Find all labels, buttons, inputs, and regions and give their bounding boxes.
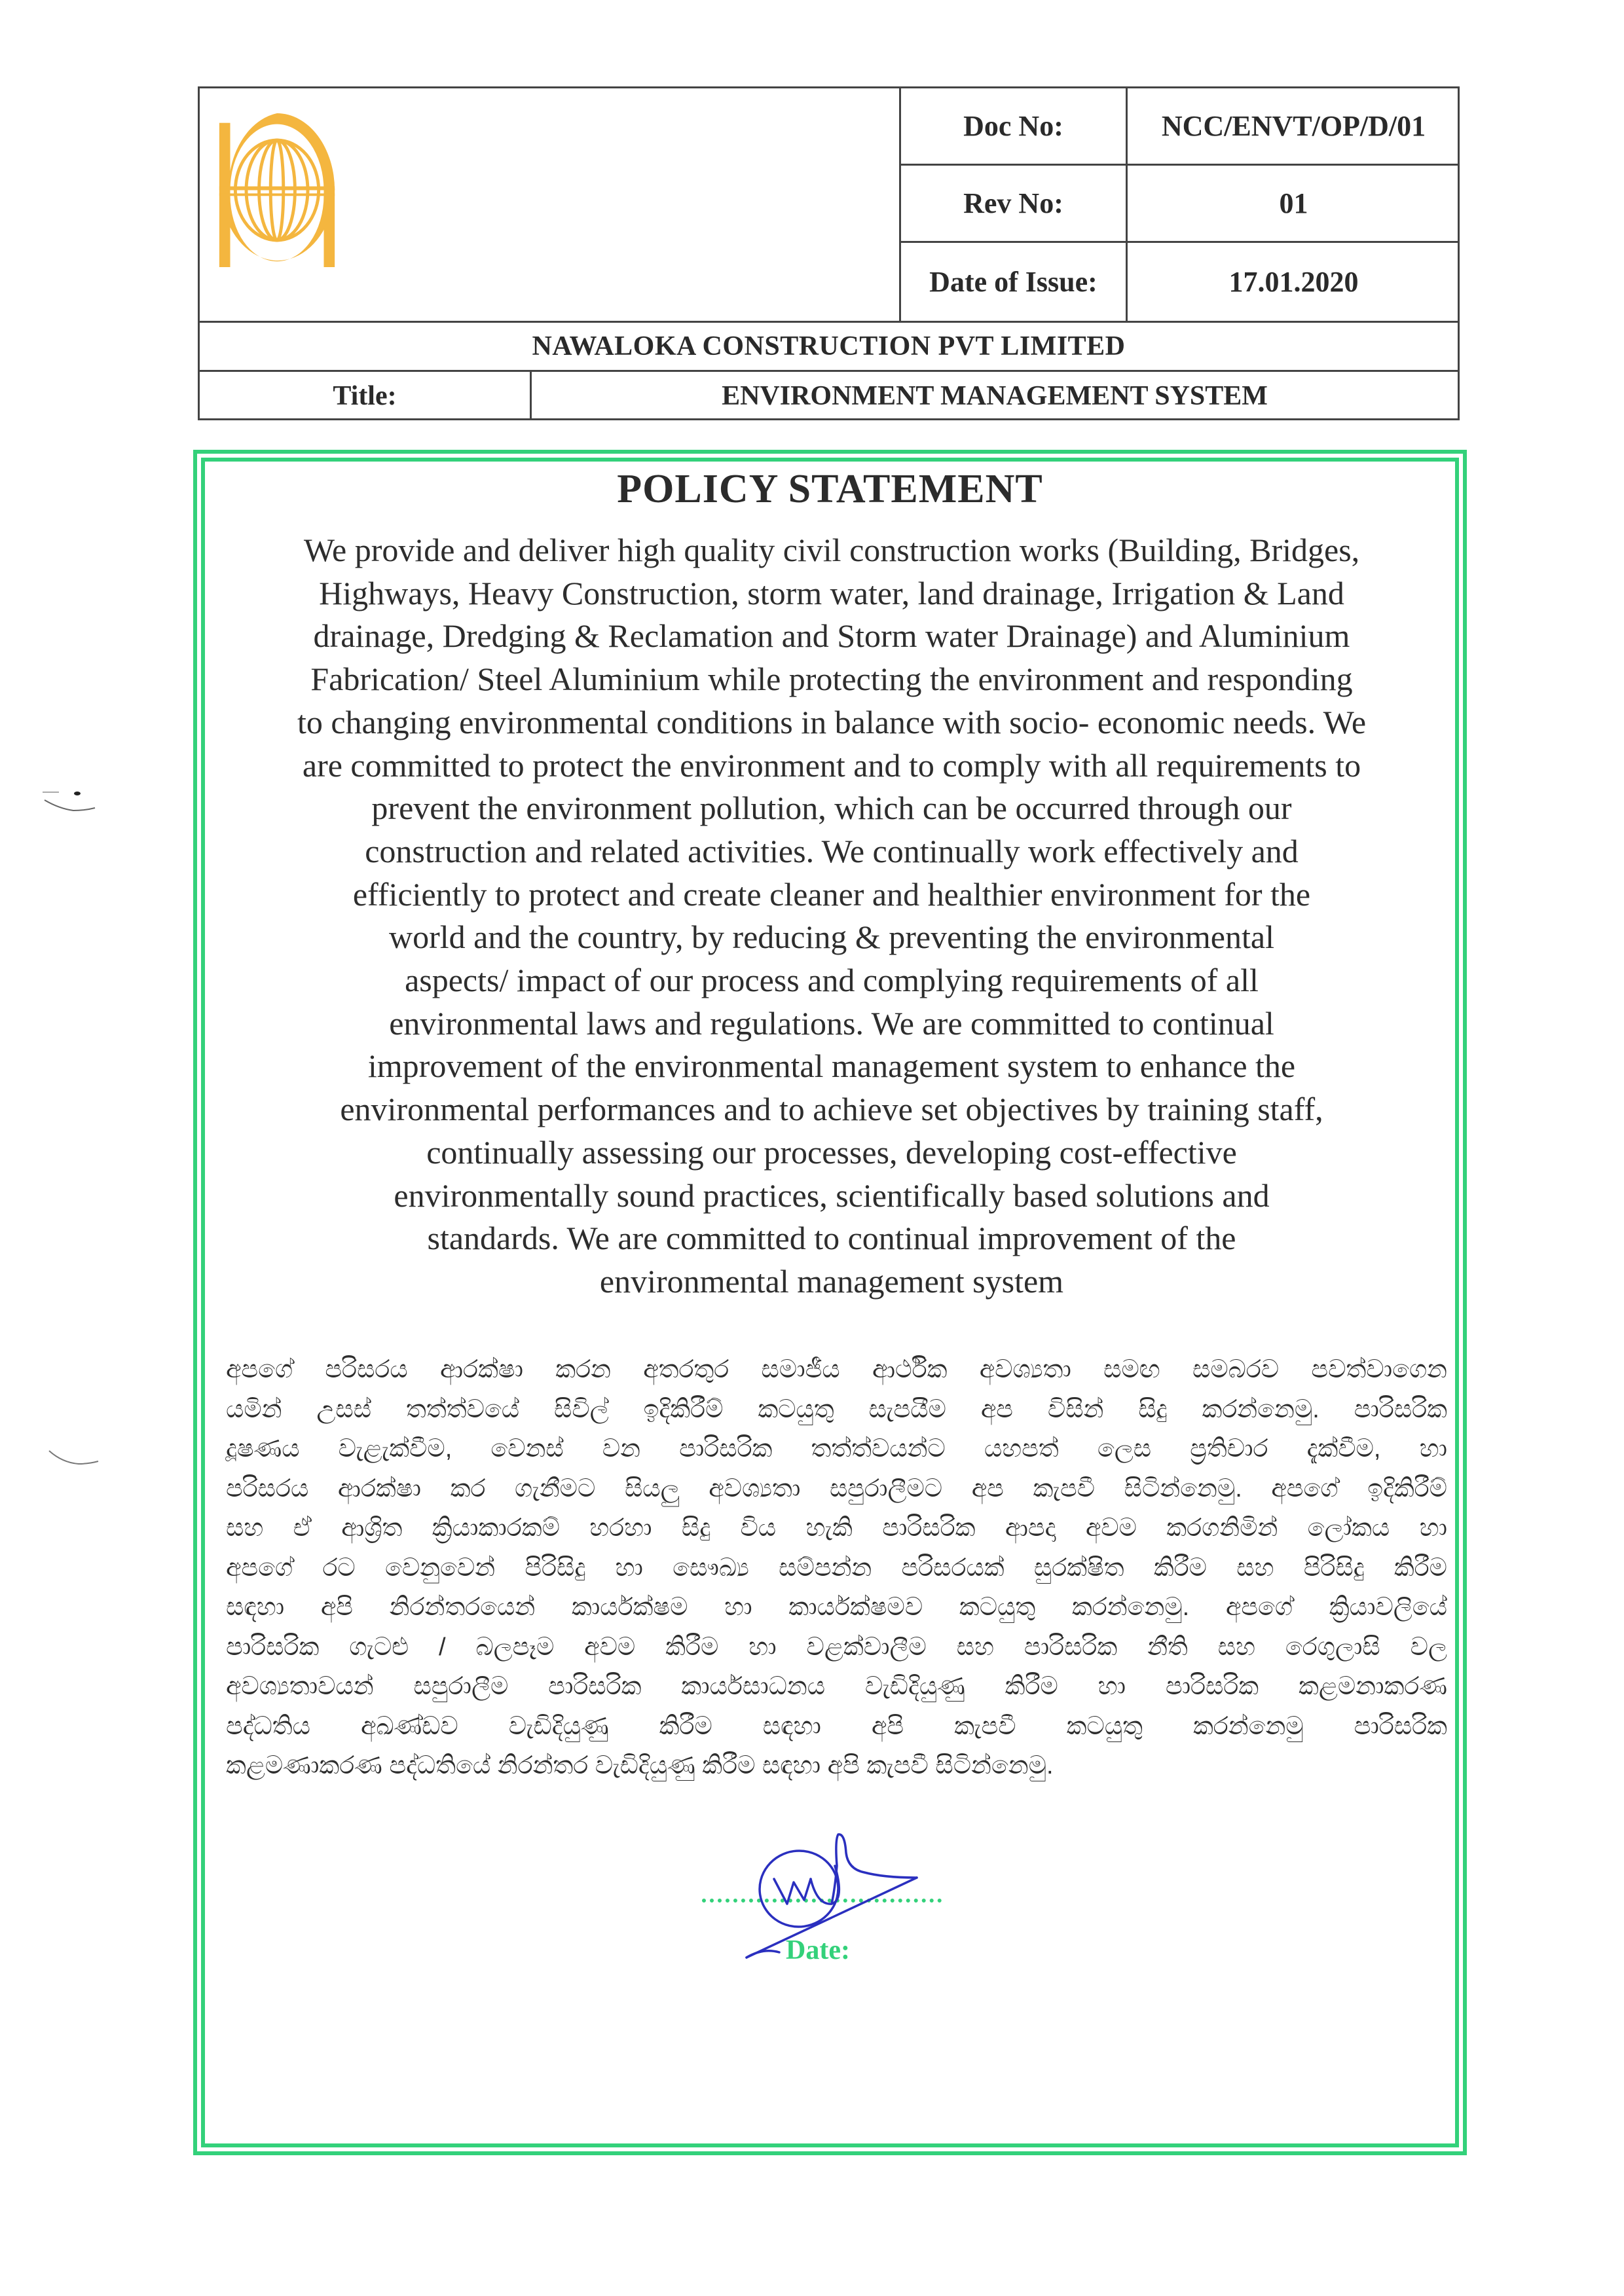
policy-line-si: කළමණාකරණ පද්ධතියේ නිරන්තර වැඩිදියුණු කිරීම සඳහා අපි කැපවී සිටින්නෙමු. bbox=[226, 1752, 1054, 1779]
policy-line-si: පරිසරය ආරක්ෂා කර ගැනීමට සියලු අවශ්‍යතා සපුරාලීමට අප කැපවී සිටින්නෙමු. අපගේ ඉදිකිරීම් bbox=[226, 1474, 1447, 1503]
policy-line: Highways, Heavy Construction, storm water, land drainage, Irrigation & Land bbox=[319, 574, 1344, 611]
policy-line: environmentally sound practices, scientifically based solutions and bbox=[394, 1176, 1270, 1214]
title-row bbox=[200, 372, 1458, 420]
policy-line: are committed to protect the environment and to comply with all requirements to bbox=[302, 746, 1361, 784]
policy-line: environmental laws and regulations. We are committed to continual bbox=[389, 1004, 1274, 1042]
document-meta bbox=[901, 88, 1460, 321]
rev-no-row bbox=[901, 166, 1460, 243]
policy-line: to changing environmental conditions in balance with socio- economic needs. We bbox=[297, 703, 1367, 740]
policy-line-si: අවශ්‍යතාවයන් සපුරාලීම පාරිසරික කාර්යසාධනය වැඩිදියුණු කිරීම හා පාරිසරික කළමනාකරණ bbox=[226, 1673, 1447, 1700]
policy-line-si: පද්ධතිය අඛණ්ඩව වැඩිදියුණු කිරීම සඳහා අපි කැපවී කටයුතු කරන්නෙමු පාරිසරික bbox=[226, 1712, 1447, 1740]
doc-no-value: NCC/ENVT/OP/D/01 bbox=[1161, 110, 1426, 142]
rev-no-label: Rev No: bbox=[901, 166, 1128, 241]
doc-no-row bbox=[901, 88, 1460, 166]
policy-line: efficiently to protect and create cleaner and healthier environment for the bbox=[352, 875, 1311, 913]
date-of-issue-label: Date of Issue: bbox=[901, 243, 1128, 321]
rev-no-value: 01 bbox=[1279, 187, 1308, 219]
date-of-issue-value: 17.01.2020 bbox=[1228, 266, 1359, 298]
policy-english-text bbox=[216, 529, 1447, 1303]
policy-line-si: පාරිසරික ගැටළු / බලපෑම අවම කිරීම හා වළක්වාලීම සහ පාරිසරික නීති සහ රෙගුලාසි වල bbox=[226, 1633, 1447, 1661]
policy-line: We provide and deliver high quality civil construction works (Building, Bridges, bbox=[303, 532, 1360, 568]
policy-line: prevent the environment pollution, which can be occurred through our bbox=[371, 790, 1292, 827]
policy-line: construction and related activities. We continually work effectively and bbox=[365, 832, 1299, 869]
doc-no-label: Doc No: bbox=[901, 88, 1128, 164]
policy-line-si: යමින් උසස් තත්ත්වයේ සිවිල් ඉදිකිරීම් කටයුතු සැපයීම අප විසින් සිදු කරන්නෙමු. පාරිසරික bbox=[226, 1395, 1447, 1423]
signature-icon bbox=[727, 1827, 976, 1977]
policy-line: continually assessing our processes, developing cost-effective bbox=[426, 1133, 1237, 1171]
policy-line: improvement of the environmental management system to enhance the bbox=[367, 1048, 1296, 1085]
policy-line-si: අපගේ පරිසරය ආරක්ෂා කරන අතරතුර සමාජීය ආර්ථික අවශ්‍යතා සමඟ සමබරව පවත්වාගෙන bbox=[226, 1356, 1447, 1383]
signature-date-label: Date: bbox=[786, 1935, 850, 1965]
policy-sinhala-text bbox=[226, 1350, 1447, 1786]
scan-mark-icon bbox=[46, 1447, 105, 1470]
policy-line-si: අපගේ රට වෙනුවෙන් පිරිසිදු හා සෞඛ්‍ය සම්පන්න පරිසරයක් සුරක්ෂිත කිරීම සහ පිරිසිදු කිරීම bbox=[226, 1554, 1447, 1582]
title-value: ENVIRONMENT MANAGEMENT SYSTEM bbox=[722, 381, 1268, 411]
nawaloka-globe-logo-icon bbox=[218, 113, 336, 267]
policy-line: drainage, Dredging & Reclamation and Storm water Drainage) and Aluminium bbox=[313, 617, 1350, 655]
scan-mark-icon bbox=[39, 786, 105, 815]
policy-line: Fabrication/ Steel Aluminium while protecting the environment and responding bbox=[310, 661, 1353, 698]
policy-heading: POLICY STATEMENT bbox=[617, 467, 1043, 511]
title-label: Title: bbox=[200, 372, 532, 420]
policy-line-si: සහ ඒ ආශ්‍රිත ක්‍රියාකාරකම් හරහා සිදු විය හැකි පාරිසරික ආපදා අවම කරගනිමින් ලෝකය හා bbox=[226, 1514, 1447, 1542]
policy-line: standards. We are committed to continual improvement of the bbox=[427, 1220, 1236, 1257]
company-name: NAWALOKA CONSTRUCTION PVT LIMITED bbox=[200, 321, 1458, 372]
policy-line: environmental management system bbox=[599, 1262, 1064, 1300]
document-header-table bbox=[198, 86, 1460, 420]
policy-line: environmental performances and to achieve set objectives by training staff, bbox=[340, 1091, 1323, 1128]
policy-line-si: සඳහා අපි නිරන්තරයෙන් කාර්යක්ෂම හා කාර්යක්ෂමව කටයුතු කරන්නෙමු. අපගේ ක්‍රියාවලියේ bbox=[226, 1594, 1447, 1621]
policy-line-si: දූෂණය වැළැක්වීම, වෙනස් වන පාරිසරික තත්ත්වයන්ට යහපත් ලෙස ප්‍රතිචාර දැක්වීම, හා bbox=[226, 1435, 1447, 1463]
date-of-issue-row bbox=[901, 243, 1460, 321]
policy-line: world and the country, by reducing & preventing the environmental bbox=[389, 919, 1274, 956]
logo-cell bbox=[200, 88, 901, 321]
policy-line: aspects/ impact of our process and complying requirements of all bbox=[405, 962, 1259, 999]
